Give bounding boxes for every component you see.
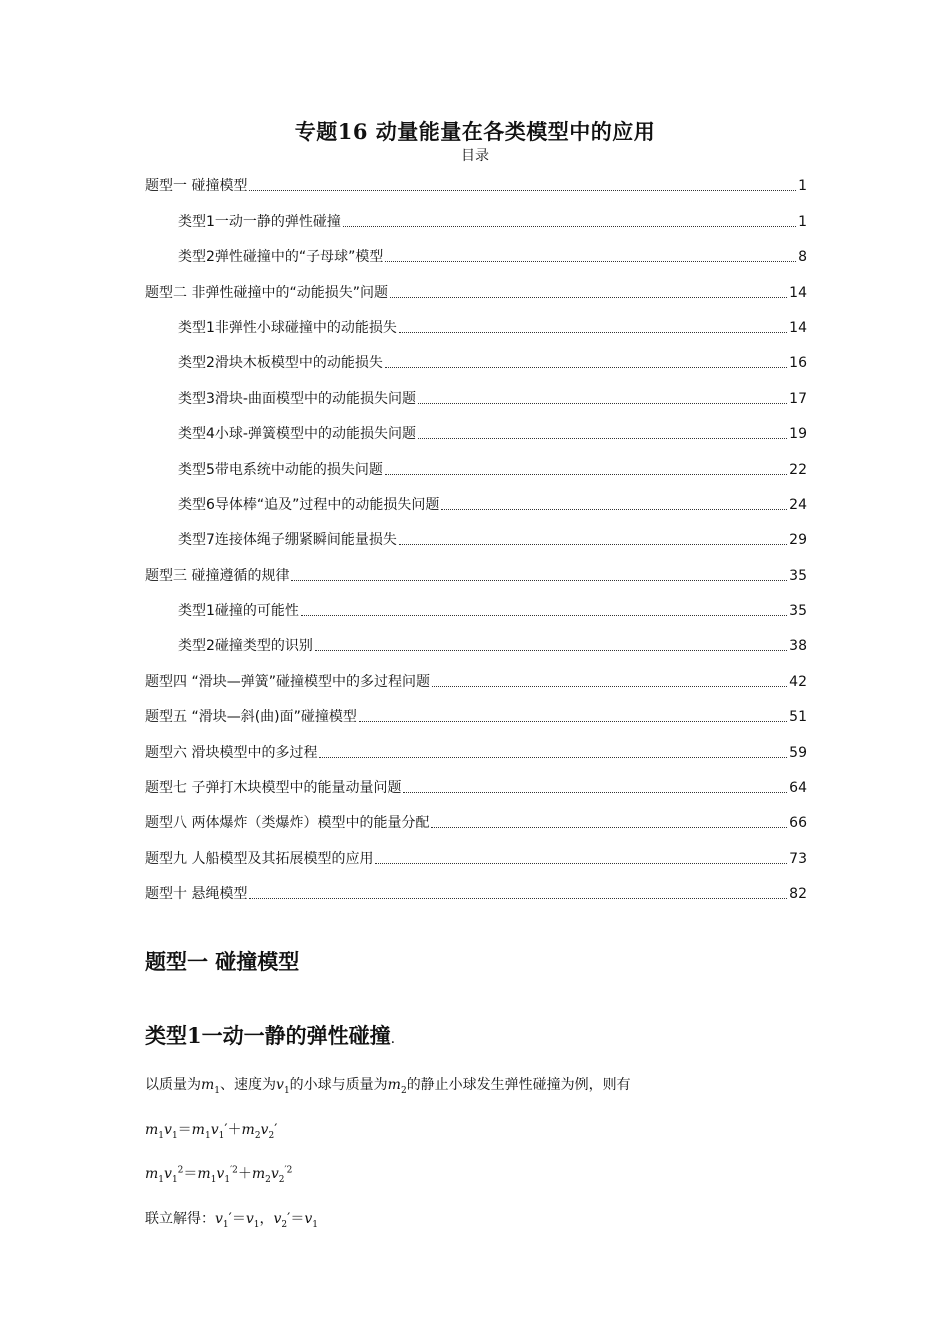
toc-entry[interactable] — [145, 691, 807, 726]
toc-entry-label: 类型4小球-弹簧模型中的动能损失问题 — [178, 426, 416, 443]
toc-leader-dots — [249, 898, 787, 899]
toc-entry-label: 类型1一动一静的弹性碰撞 — [178, 213, 341, 230]
toc-entry[interactable] — [145, 832, 807, 867]
toc-entry-label: 类型2滑块木板模型中的动能损失 — [178, 355, 383, 372]
toc-entry-label: 类型2弹性碰撞中的“子母球”模型 — [178, 249, 384, 266]
toc-page-number: 59 — [789, 744, 807, 761]
toc-entry[interactable] — [145, 655, 807, 690]
subsection-heading-period: . — [390, 1031, 396, 1047]
toc-entry-label: 类型3滑块-曲面模型中的动能损失问题 — [178, 390, 416, 407]
toc-page-number: 19 — [789, 426, 807, 443]
toc-subentry[interactable] — [145, 231, 807, 266]
table-of-contents — [145, 160, 807, 903]
toc-page-number: 16 — [789, 355, 807, 372]
toc-page-number: 35 — [789, 567, 807, 584]
toc-leader-dots — [301, 615, 787, 616]
toc-entry-label: 题型十 悬绳模型 — [145, 886, 248, 903]
toc-page-number: 29 — [789, 532, 807, 549]
toc-page-number: 42 — [789, 673, 807, 690]
toc-page-number: 8 — [798, 249, 807, 266]
document-title: 专题16 动量能量在各类模型中的应用 — [294, 119, 656, 144]
toc-entry[interactable] — [145, 868, 807, 903]
toc-page-number: 38 — [789, 638, 807, 655]
toc-entry-label: 题型八 两体爆炸（类爆炸）模型中的能量分配 — [145, 815, 430, 832]
toc-subentry[interactable] — [145, 337, 807, 372]
toc-subentry[interactable] — [145, 514, 807, 549]
toc-page-number: 14 — [789, 319, 807, 336]
toc-page-number: 1 — [798, 178, 807, 195]
toc-page-number: 66 — [789, 815, 807, 832]
toc-leader-dots — [385, 367, 787, 368]
toc-leader-dots — [343, 226, 796, 227]
toc-entry-label: 类型6导体棒“追及”过程中的动能损失问题 — [178, 496, 440, 513]
toc-leader-dots — [319, 757, 787, 758]
toc-leader-dots — [315, 650, 787, 651]
toc-entry-label: 类型2碰撞类型的识别 — [178, 638, 313, 655]
toc-entry[interactable] — [145, 797, 807, 832]
toc-entry-label: 题型五 “滑块—斜(曲)面”碰撞模型 — [145, 709, 357, 726]
toc-leader-dots — [399, 544, 787, 545]
toc-entry-label: 题型四 “滑块—弹簧”碰撞模型中的多过程问题 — [145, 673, 430, 690]
toc-entry-label: 题型六 滑块模型中的多过程 — [145, 744, 318, 761]
subsection-heading — [145, 1020, 395, 1050]
toc-subentry[interactable] — [145, 372, 807, 407]
toc-subentry[interactable] — [145, 479, 807, 514]
toc-entry[interactable] — [145, 160, 807, 195]
toc-leader-dots — [375, 863, 787, 864]
toc-subentry[interactable] — [145, 302, 807, 337]
toc-page-number: 22 — [789, 461, 807, 478]
toc-leader-dots — [441, 509, 787, 510]
toc-entry-label: 题型三 碰撞遵循的规律 — [145, 567, 290, 584]
toc-page-number: 82 — [789, 886, 807, 903]
toc-subentry[interactable] — [145, 585, 807, 620]
intro-paragraph: 以质量为$m_1$、速度为$v_1$的小球与质量为$m_2$的静止小球发生弹性碰撞为例，则有 — [145, 1077, 631, 1096]
toc-leader-dots — [418, 403, 787, 404]
toc-subentry[interactable] — [145, 195, 807, 230]
toc-subentry[interactable] — [145, 620, 807, 655]
toc-leader-dots — [385, 474, 787, 475]
toc-entry[interactable] — [145, 762, 807, 797]
toc-heading: 目录 — [461, 148, 489, 164]
toc-page-number: 24 — [789, 496, 807, 513]
toc-entry-label: 题型二 非弹性碰撞中的“动能损失”问题 — [145, 284, 388, 301]
toc-entry-label: 题型九 人船模型及其拓展模型的应用 — [145, 850, 374, 867]
toc-page-number: 64 — [789, 780, 807, 797]
toc-leader-dots — [291, 580, 787, 581]
toc-entry[interactable] — [145, 726, 807, 761]
subsection-heading-text: 类型1一动一静的弹性碰撞 — [145, 1023, 391, 1048]
toc-entry[interactable] — [145, 266, 807, 301]
toc-leader-dots — [390, 297, 787, 298]
toc-entry[interactable] — [145, 549, 807, 584]
toc-page-number: 51 — [789, 709, 807, 726]
section-heading: 题型一 碰撞模型 — [145, 950, 300, 974]
toc-page-number: 14 — [789, 284, 807, 301]
toc-page-number: 17 — [789, 390, 807, 407]
toc-subentry[interactable] — [145, 408, 807, 443]
toc-entry-label: 类型1碰撞的可能性 — [178, 603, 299, 620]
toc-leader-dots — [431, 827, 787, 828]
toc-leader-dots — [359, 721, 787, 722]
toc-leader-dots — [249, 190, 796, 191]
toc-entry-label: 类型7连接体绳子绷紧瞬间能量损失 — [178, 532, 397, 549]
toc-page-number: 73 — [789, 850, 807, 867]
toc-leader-dots — [403, 792, 787, 793]
toc-subentry[interactable] — [145, 443, 807, 478]
momentum-equation: $m_1v_1=m_1v_1'+m_2v_2'$ — [145, 1122, 278, 1141]
toc-entry-label: 题型一 碰撞模型 — [145, 178, 248, 195]
toc-entry-label: 题型七 子弹打木块模型中的能量动量问题 — [145, 780, 402, 797]
toc-leader-dots — [385, 261, 796, 262]
toc-page-number: 1 — [798, 213, 807, 230]
energy-equation: $m_1v_1^2=m_1v_1^{'2}+m_2v_2^{'2}$ — [145, 1165, 293, 1185]
toc-page-number: 35 — [789, 603, 807, 620]
toc-entry-label: 类型1非弹性小球碰撞中的动能损失 — [178, 319, 397, 336]
toc-leader-dots — [399, 332, 787, 333]
solution-line: 联立解得：$v_1'=v_1$，$v_2'=v_1$ — [145, 1211, 318, 1230]
toc-entry-label: 类型5带电系统中动能的损失问题 — [178, 461, 383, 478]
toc-leader-dots — [432, 686, 787, 687]
toc-leader-dots — [418, 438, 787, 439]
